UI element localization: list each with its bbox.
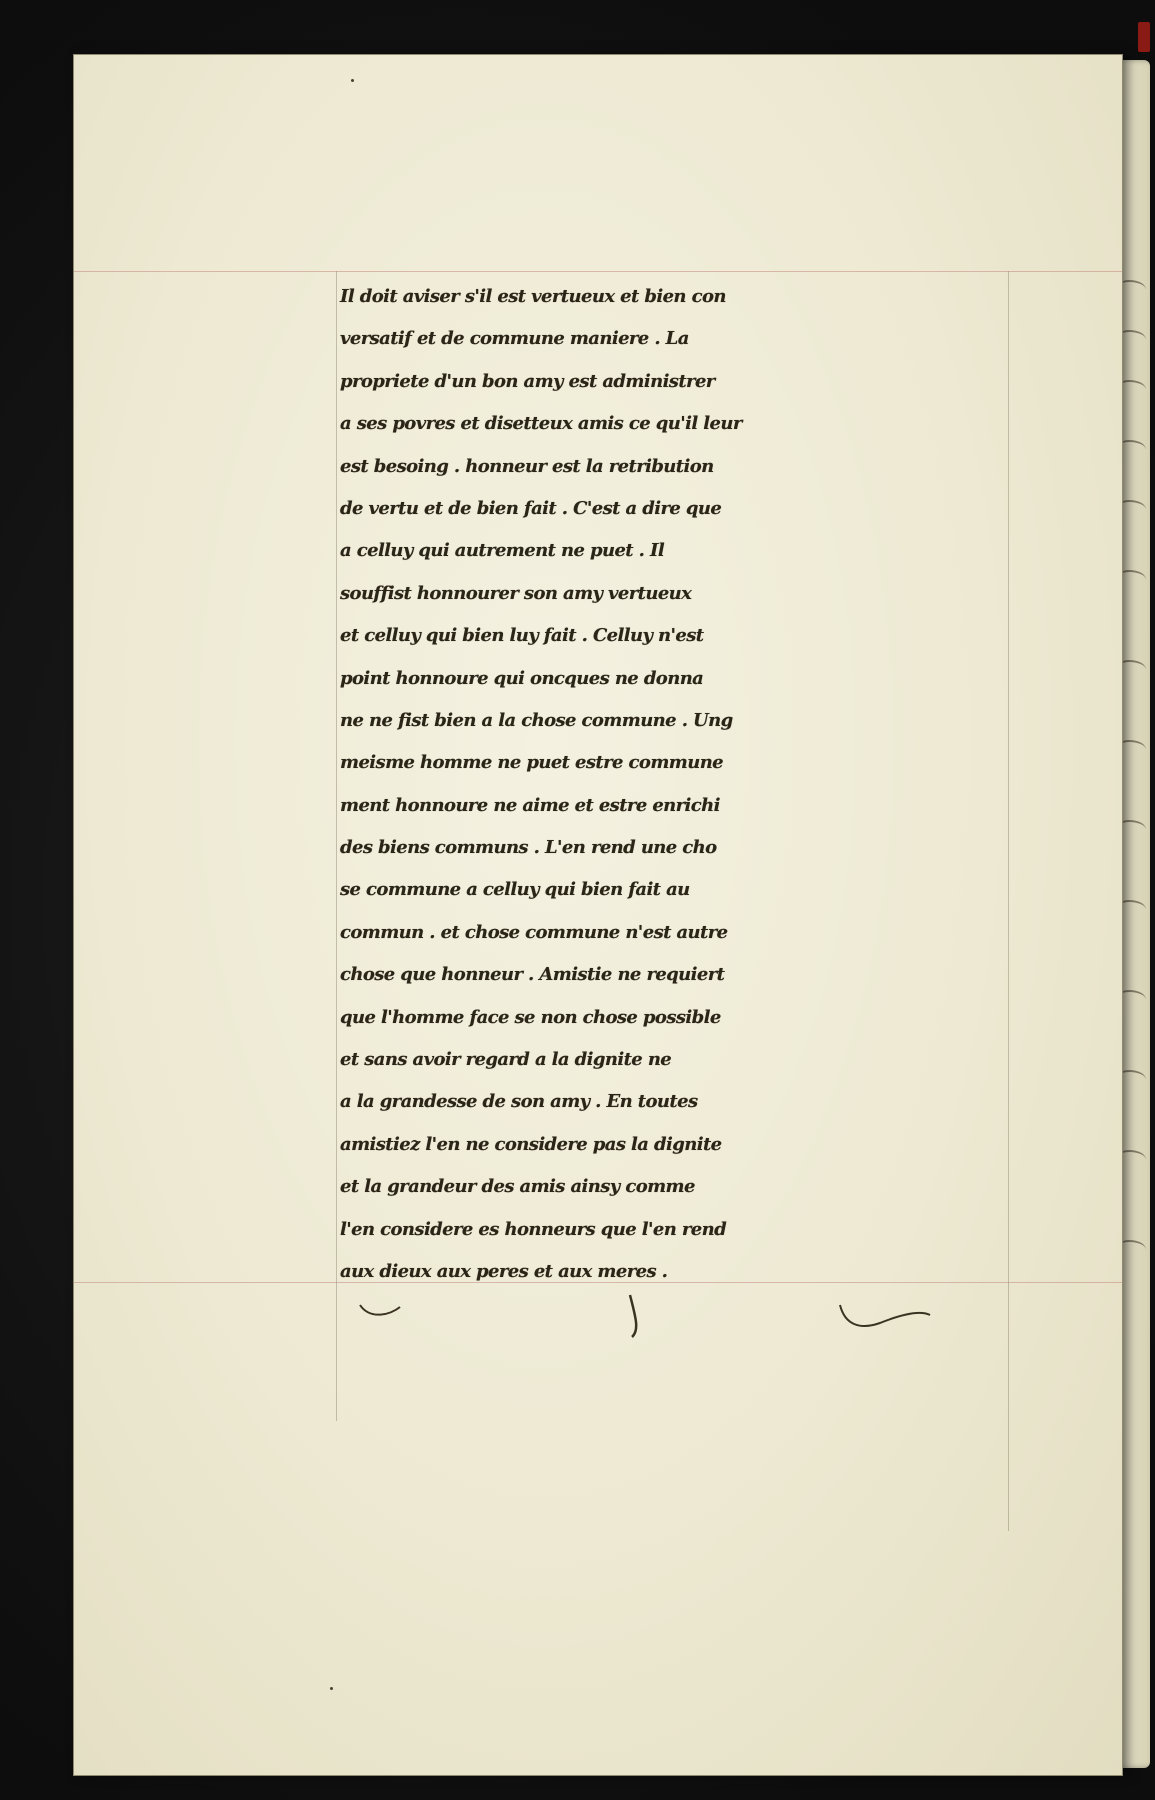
text-line: amistiez l'en ne considere pas la dignite (340, 1133, 722, 1155)
text-line: a celluy qui autrement ne puet . Il (340, 540, 665, 562)
text-line: l'en considere es honneurs que l'en rend (340, 1218, 727, 1240)
facing-text-fragment (1118, 1070, 1146, 1086)
ruling-line-top (74, 271, 1122, 272)
text-line: et celluy qui bien luy fait . Celluy n'est (340, 625, 704, 647)
text-line: que l'homme face se non chose possible (340, 1006, 721, 1028)
text-line: meisme homme ne puet estre commune (340, 752, 724, 774)
facing-text-fragment (1118, 820, 1146, 836)
text-line: versatif et de commune maniere . La (340, 328, 689, 350)
text-line: a ses povres et disetteux amis ce qu'il leur (340, 413, 742, 435)
text-line: aux dieux aux peres et aux meres . (340, 1260, 668, 1282)
text-line: se commune a celluy qui bien fait au (340, 879, 690, 901)
facing-text-fragment (1118, 380, 1146, 396)
text-line: ne ne fist bien a la chose commune . Ung (340, 709, 733, 731)
text-line: point honnoure qui oncques ne donna (340, 667, 704, 689)
pricking-mark (330, 1687, 333, 1690)
text-line: de vertu et de bien fait . C'est a dire que (340, 497, 722, 519)
facing-text-fragment (1118, 330, 1146, 346)
facing-text-fragment (1118, 570, 1146, 586)
manuscript-text-block (340, 276, 1040, 1293)
facing-text-fragment (1118, 660, 1146, 676)
red-ribbon-tab (1138, 22, 1150, 52)
descender-flourish (340, 1285, 1020, 1345)
ruling-line-left (336, 271, 337, 1421)
pricking-mark (351, 79, 354, 82)
facing-text-fragment (1118, 900, 1146, 916)
text-line: propriete d'un bon amy est administrer (340, 370, 715, 392)
text-line: souffist honnourer son amy vertueux (340, 582, 692, 604)
text-line: Il doit aviser s'il est vertueux et bien con (340, 286, 726, 307)
text-line: et la grandeur des amis ainsy comme (340, 1176, 695, 1198)
text-line: des biens communs . L'en rend une cho (340, 837, 717, 859)
text-line: est besoing . honneur est la retribution (340, 455, 714, 477)
facing-text-fragment (1118, 990, 1146, 1006)
facing-text-fragment (1118, 500, 1146, 516)
text-line: a la grandesse de son amy . En toutes (340, 1091, 698, 1113)
facing-text-fragment (1118, 1150, 1146, 1166)
text-line: chose que honneur . Amistie ne requiert (340, 964, 725, 986)
facing-text-fragment (1118, 280, 1146, 296)
facing-text-fragment (1118, 440, 1146, 456)
text-line: ment honnoure ne aime et estre enrichi (340, 794, 720, 816)
facing-text-fragment (1118, 1240, 1146, 1256)
text-line: commun . et chose commune n'est autre (340, 921, 728, 943)
text-line: et sans avoir regard a la dignite ne (340, 1049, 672, 1071)
facing-text-fragment (1118, 740, 1146, 756)
